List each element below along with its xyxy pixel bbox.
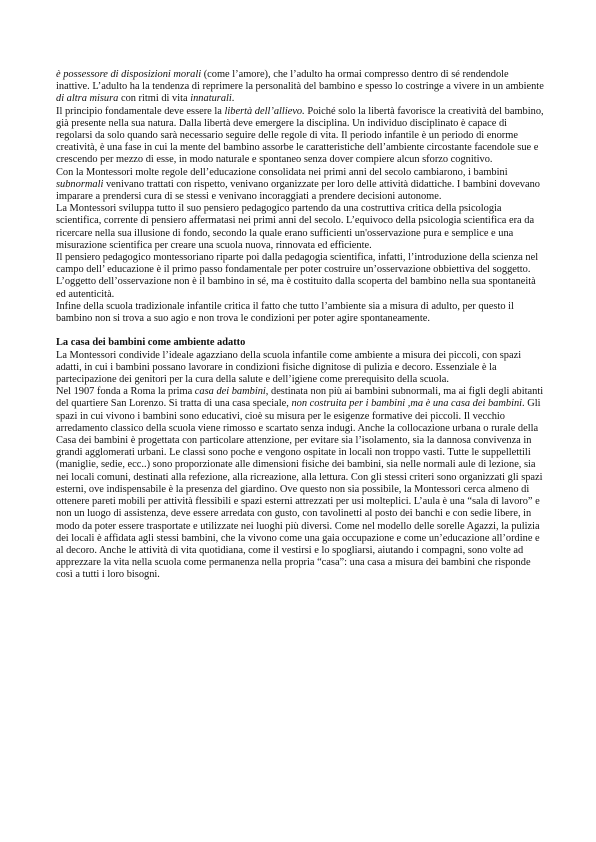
section-casa-dei-bambini	[56, 350, 544, 582]
text-run: Il pensiero pedagogico montessoriano riparte poi dalla pedagogia scientifica, infatti, l’introduzione della scienza nel campo dell’ educazione è il primo passo fondamentale per poter costruire un’osservazione obbiettiva del soggetto. L’oggetto dell’osservazione non è il bambino in sé, ma è costituito dalla scoperta del bambino nella sua spontaneità ed autenticità.	[56, 252, 539, 300]
text-run: (come l’amore), che l’adulto ha ormai compresso dentro di sé rendendole inattive. L’adulto ha la tendenza di reprimere la personalità del bambino e spesso lo costringe a vivere in un ambiente	[56, 69, 544, 93]
paragraph	[56, 203, 544, 252]
text-run: Infine della scuola tradizionale infantile critica il fatto che tutto l’ambiente sia a misura di adulto, per questo il bambino non si trova a suo agio e non trova le condizioni per poter agire spontaneamente.	[56, 300, 514, 325]
text-run: Poiché solo la libertà favorisce la creatività del bambino, già presente nella sua natura. Dalla libertà deve emergere la disciplina. Un individuo disciplinato è capace di regolarsi da solo quando sarà necessario seguire delle regole di vita. Il periodo infantile è un periodo di enorme creatività, è una fase in cui la mente del bambino assorbe le caratteristiche dell’ambiente circostante facendole sue e crescendo per mezzo di esse, in modo naturale e spontaneo senza dover compiere alcun sforzo cognitivo.	[56, 105, 544, 166]
italic-text: libertà dell’allievo.	[224, 105, 305, 117]
italic-text: di altra misura	[56, 93, 119, 105]
paragraph	[56, 386, 544, 581]
italic-text: non costruita per i bambini ,ma è una casa dei bambini	[291, 398, 523, 410]
text-run: . Gli spazi in cui vivono i bambini sono educativi, cioè su misura per le esigenze formative dei piccoli. Il vecchio arredamento classico della scuola viene rimosso e scartato senza indugi. Anche la collocazione urbana o rurale della Casa dei bambini è progettata con particolare attenzione, per evitare sia l’isolamento, sia la dannosa convivenza in grandi agglomerati urbani. Le classi sono poche e vengono ospitate in locali non troppo vasti. Tutte le suppellettili (maniglie, sedie, ecc..) sono proporzionate alle dimensioni fisiche dei bambini, sia nelle normali aule di lezione, sia nei locali comuni, destinati alla refezione, alla ricreazione, alla lettura. Con gli stessi criteri sono organizzati gli spazi esterni, ove indispensabile è la presenza del giardino. Ove questo non sia possibile, la Montessori cerca almeno di ottenere pareti mobili per attività flessibili e spazi esterni attrezzati per usi molteplici. L’aula è una “sala di lavoro” e non un luogo di assistenza, deve essere arredata con gusto, con tavolinetti al posto dei banchi e con sedie libere, in modo da poter essere trasportate e utilizzate nei luoghi più diversi. Come nel modello delle sorelle Agazzi, la pulizia dei locali è affidata agli stessi bambini, che la vivono come una gaia occupazione e come un’educazione all’ordine e al decoro. Anche le attività di vita quotidiana, come il vestirsi e lo spogliarsi, aiutando i compagni, sono volte ad apprezzare la vita nella scuola come permanenza nella propria “casa”: una casa a misura dei bambini che risponde così a tutti i loro bisogni.	[56, 398, 543, 581]
section-heading: La casa dei bambini come ambiente adatto	[56, 337, 246, 349]
text-run: La Montessori condivide l’ideale agazziano della scuola infantile come ambiente a misura dei piccoli, con spazi adatti, in cui i bambini possano lavorare in condizioni fisiche dignitose di pulizia e decoro. Essenziale è la partecipazione dei genitori per la cura della salute e dell’igiene come prerequisito della scuola.	[56, 349, 522, 386]
paragraph	[56, 69, 544, 106]
italic-text: è possessore di disposizioni morali	[56, 69, 202, 80]
paragraph	[56, 106, 544, 167]
paragraph	[56, 350, 544, 387]
italic-text: casa dei bambini	[194, 386, 266, 398]
document-page	[56, 69, 544, 582]
paragraph	[56, 252, 544, 301]
paragraph-spacer	[56, 325, 544, 337]
text-run: Il principio fondamentale deve essere la	[56, 105, 225, 117]
text-run: venivano trattati con rispetto, venivano organizzate per loro delle attività didattiche. I bambini dovevano imparare a prendersi cura di se stessi e venivano incoraggiati a prendere decisioni autonome.	[56, 178, 540, 203]
text-run: Con la Montessori molte regole dell’educazione consolidata nei primi anni del secolo cambiarono, i bambini	[56, 166, 508, 178]
text-run: .	[231, 93, 235, 105]
text-run: Nel 1907 fonda a Roma la prima	[56, 386, 195, 398]
text-run: , destinata non più ai bambini subnormali, ma ai figli degli abitanti del quartiere San Lorenzo. Si tratta di una casa speciale,	[56, 386, 544, 410]
italic-text: subnormali	[56, 178, 104, 190]
text-run: con ritmi di vita	[118, 93, 191, 105]
section-intro	[56, 69, 544, 325]
text-run: La Montessori sviluppa tutto il suo pensiero pedagogico partendo da una costruttiva critica della psicologia scientifica, corrente di pensiero affermatasi nei primi anni del secolo. L’equivoco della psicologia scientifica era da ricercare nella sua illusione di fondo, secondo la quale erano sufficienti un'osservazione pura e semplice e una misurazione scientifica per creare una scuola nuova, rinnovata ed efficiente.	[56, 203, 535, 251]
paragraph	[56, 167, 544, 204]
paragraph	[56, 301, 544, 325]
italic-text: innaturali	[190, 93, 232, 105]
